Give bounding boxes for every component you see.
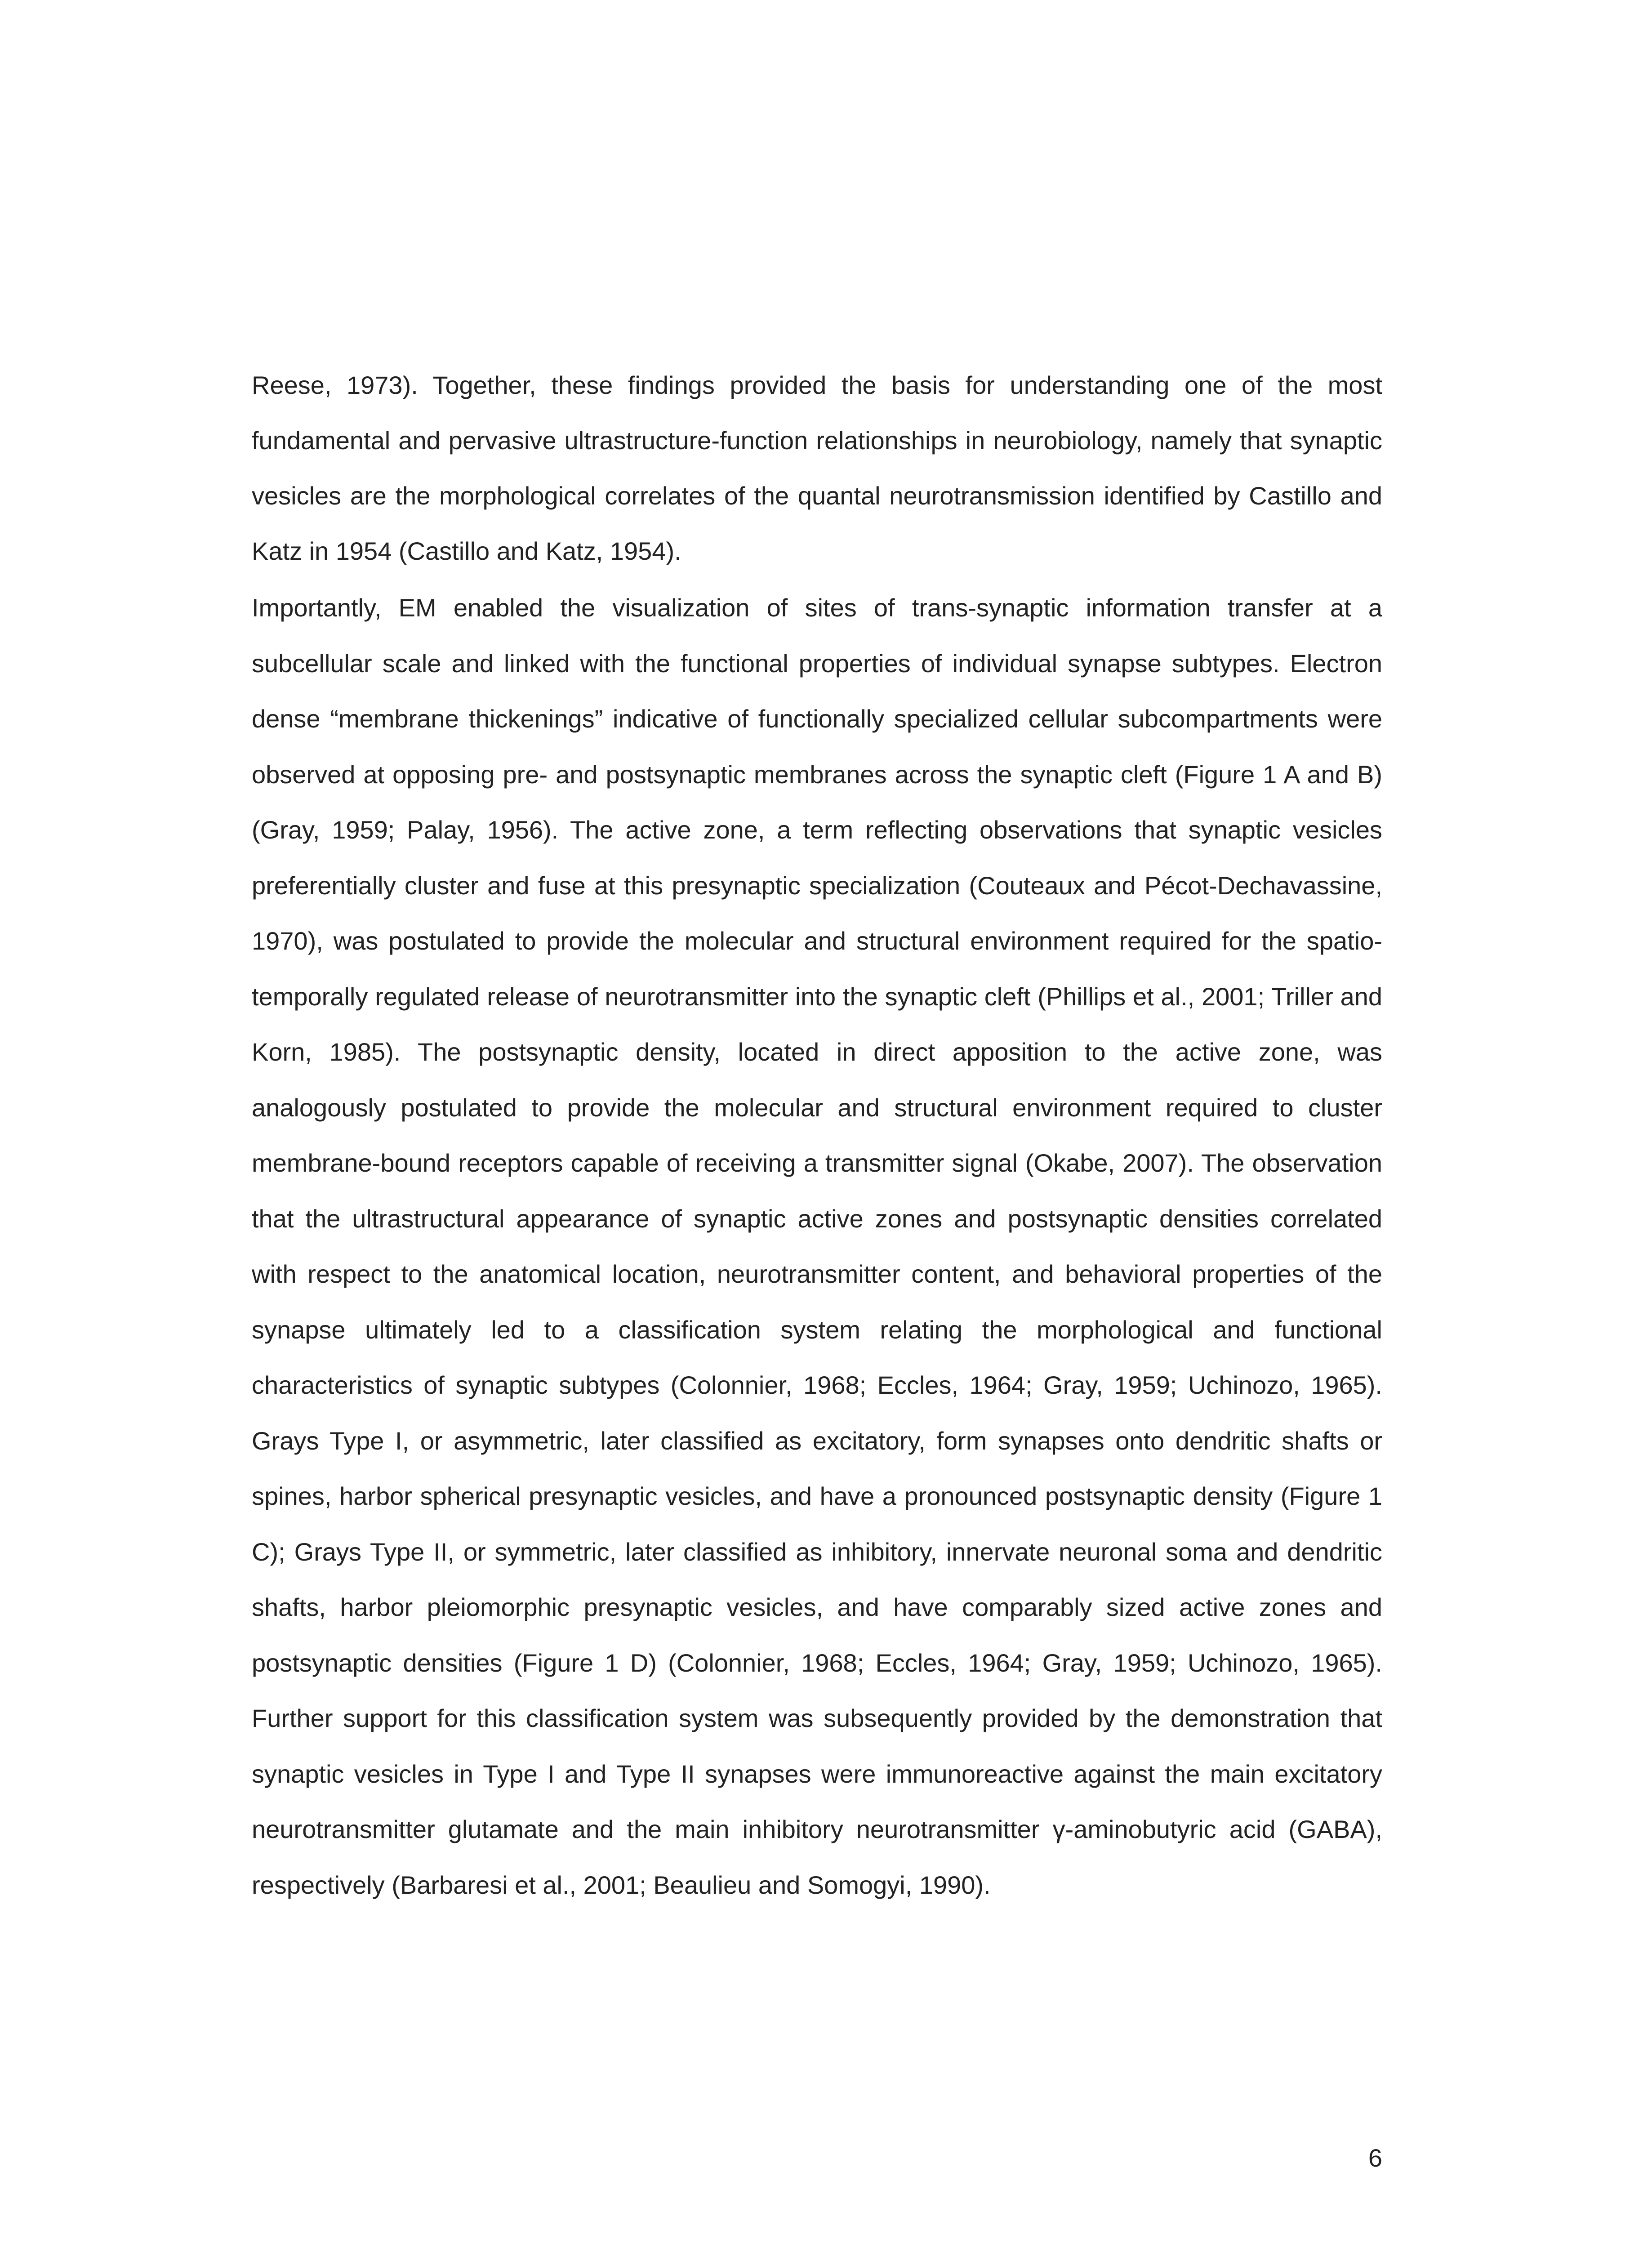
body-paragraph-2: Importantly, EM enabled the visualization of sites of trans-synaptic information transfer at a subcellular scale and linked with the functional properties of individual synapse subtypes. Electron dense “membrane thickenings” indicative of functionally specialized cellular subcompartments were observed at opposing pre- and postsynaptic membranes across the synaptic cleft (Figure 1 A and B) (Gray, 1959; Palay, 1956). The active zone, a term reflecting observations that synaptic vesicles preferentially cluster and fuse at this presynaptic specialization (Couteaux and Pécot-Dechavassine, 1970), was postulated to provide the molecular and structural environment required for the spatio-temporally regulated release of neurotransmitter into the synaptic cleft (Phillips et al., 2001; Triller and Korn, 1985). The postsynaptic density, located in direct apposition to the active zone, was analogously postulated to provide the molecular and structural environment required to cluster membrane-bound receptors capable of receiving a transmitter signal (Okabe, 2007). The observation that the ultrastructural appearance of synaptic active zones and postsynaptic densities correlated with respect to the anatomical location, neurotransmitter content, and behavioral properties of the synapse ultimately led to a classification system relating the morphological and functional characteristics of synaptic subtypes (Colonnier, 1968; Eccles, 1964; Gray, 1959; Uchinozo, 1965). Grays Type I, or asymmetric, later classified as excitatory, form synapses onto dendritic shafts or spines, harbor spherical presynaptic vesicles, and have a pronounced postsynaptic density (Figure 1 C); Grays Type II, or symmetric, later classified as inhibitory, innervate neuronal soma and dendritic shafts, harbor pleiomorphic presynaptic vesicles, and have comparably sized active zones and postsynaptic densities (Figure 1 D) (Colonnier, 1968; Eccles, 1964; Gray, 1959; Uchinozo, 1965). Further support for this classification system was subsequently provided by the demonstration that synaptic vesicles in Type I and Type II synapses were immunoreactive against the main excitatory neurotransmitter glutamate and the main inhibitory neurotransmitter γ-aminobutyric acid (GABA), respectively (Barbaresi et al., 2001; Beaulieu and Somogyi, 1990). <box>252 593 1382 1899</box>
page-number: 6 <box>1368 2144 1382 2172</box>
body-paragraph-1: Reese, 1973). Together, these findings provided the basis for understanding one of the most fundamental and pervasive ultrastructure-function relationships in neurobiology, namely that synaptic vesicles are the morphological correlates of the quantal neurotransmission identified by Castillo and Katz in 1954 (Castillo and Katz, 1954). <box>252 371 1382 565</box>
